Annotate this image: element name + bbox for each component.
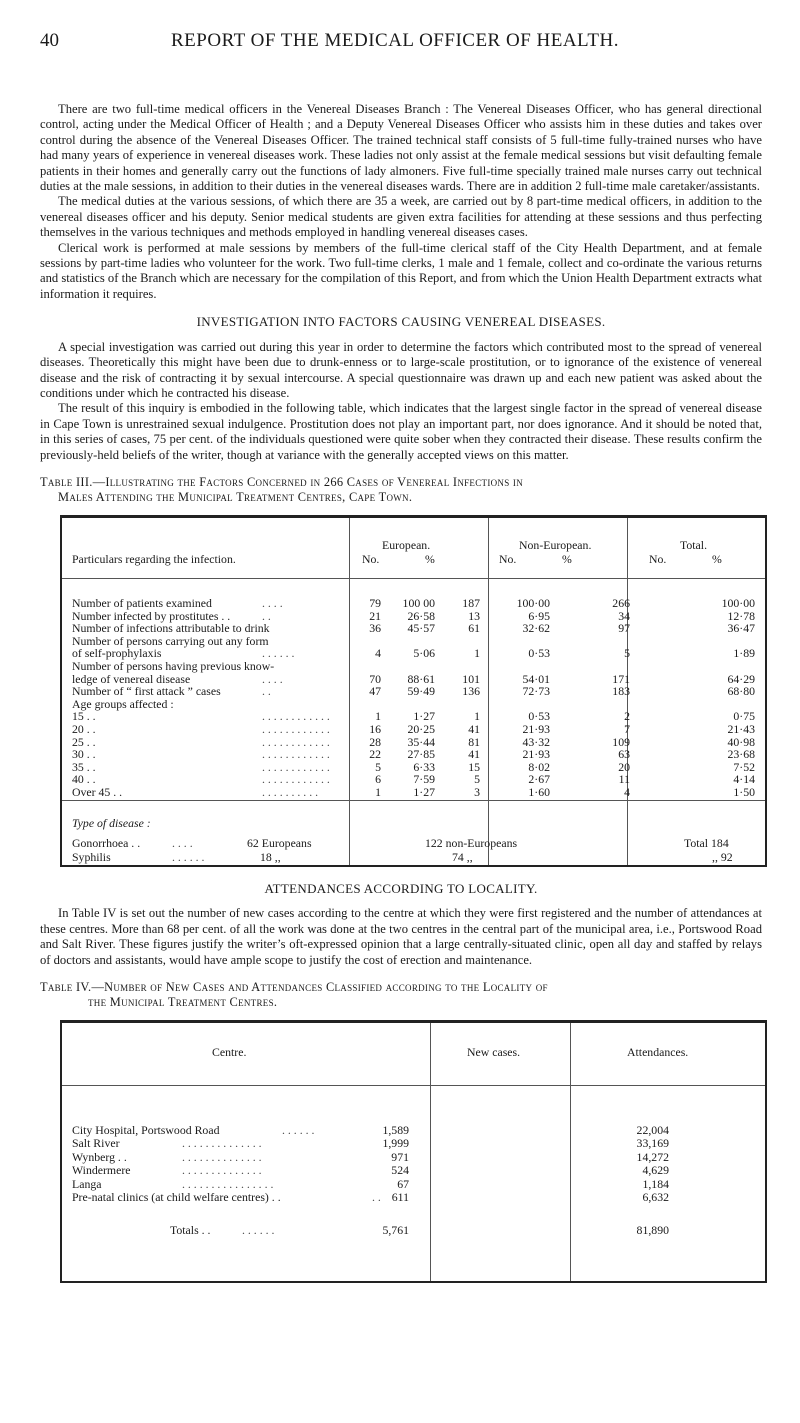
cell-e-no: 70 [369,671,381,686]
cell-attendances: 22,004 [636,1122,669,1137]
cell-e-pct: 45·57 [407,621,435,636]
row-label: Number of persons carrying out any form [72,633,269,648]
cell-t-pct: 40·98 [727,734,755,749]
cell-n-no: 5 [474,772,480,787]
disease-label: Syphilis [72,849,111,864]
cell-n-no: 136 [462,684,480,699]
paragraph: The medical duties at the various sessions, of which there are 35 a week, are carried out by 8 part-time medical officers, in addition to the venereal diseases officer and his deputy. Senior medical students are given extra facilities for attending at these sessions and thus perfecting themselves in the various techniques and methods employed in handling venereal diseases cases. [40,194,762,240]
leader-dots: . . . . [262,595,283,610]
sub-no-header: No. [649,551,667,566]
cell-t-no: 20 [618,759,630,774]
row-label: Number of patients examined [72,595,212,610]
group-total-header: Total. [680,537,708,552]
row-label: Number infected by prostitutes . . [72,608,231,623]
centre-name: Salt River [72,1136,120,1151]
cell-t-pct: 1·89 [733,646,755,661]
disease-label: Gonorrhoea . . [72,835,141,850]
table3-caption-line1: —Illustrating the Factors Concerned in 266 Cases of Venereal Infections in [92,474,524,489]
sub-pct-header: % [425,551,435,566]
leader-dots: . . . . . . . . . . . . [262,721,330,736]
cell-t-no: 109 [612,734,630,749]
leader-dots: . . . . [172,835,193,850]
cell-new-cases: 524 [391,1163,409,1178]
row-label: Number of “ first attack ” cases [72,684,221,699]
cell-e-no: 6 [375,772,381,787]
cell-n-no: 3 [474,784,480,799]
row-label: of self-prophylaxis [72,646,162,661]
leader-dots: . . . . . . . . . . . . [262,709,330,724]
cell-new-cases: 1,999 [382,1136,409,1151]
cell-n-pct: 21·93 [522,721,550,736]
header-divider [62,578,765,579]
cell-n-pct: 8·02 [528,759,550,774]
row-label: 30 . . [72,747,96,762]
cell-e-pct: 5·06 [413,646,435,661]
cell-e-no: 79 [369,595,381,610]
cell-e-no: 1 [375,709,381,724]
table-row [62,785,765,799]
col-attendances-header: Attendances. [627,1044,689,1059]
col-centre-header: Centre. [212,1044,247,1059]
cell-n-pct: 54·01 [522,671,550,686]
sub-pct-header: % [562,551,572,566]
row-label: 20 . . [72,721,96,736]
cell-e-pct: 1·27 [413,784,435,799]
body-divider [62,800,765,801]
cell-e-pct: 100 00 [402,595,435,610]
cell-n-pct: 1·60 [528,784,550,799]
table4 [60,1020,767,1283]
table3-caption-prefix: Table III. [40,474,93,489]
sub-no-header: No. [499,551,517,566]
paragraph: There are two full-time medical officers in the Venereal Diseases Branch : The Venereal Diseases Officer, who has general directional control, acting under the Medical Officer of Health ; and a Deputy Venereal Diseases Officer who assists him in these duties and takes over control during the absence of the Venereal Diseases Officer. The trained technical staff consists of 5 full-time fully-trained nurses who have had many years of experience in venereal diseases work. These ladies not only assist at the female medical sessions but visit defaulting female patients in their homes and generally carry out the functions of lady almoners. Five full-time specially trained male nurses carry out technical duties at the male sessions, in addition to their duties in the venereal diseases wards. There are in addition 2 full-time male caretaker/assistants. [40,102,762,194]
leader-dots: . . . . . . . . . . . . . . . . [182,1176,274,1191]
disease-total: ,, 92 [712,849,733,864]
disease-non-europeans: 74 ,, [452,849,473,864]
centre-name: City Hospital, Portswood Road [72,1122,220,1137]
group-non-european-header: Non-European. [519,537,592,552]
group-european-header: European. [382,537,431,552]
cell-e-pct: 6·33 [413,759,435,774]
totals-row [62,1223,765,1237]
row-label: 25 . . [72,734,96,749]
cell-t-pct: 100·00 [721,595,755,610]
cell-n-no: 101 [462,671,480,686]
cell-t-pct: 21·43 [727,721,755,736]
cell-n-no: 13 [468,608,480,623]
cell-t-pct: 1·50 [733,784,755,799]
cell-e-no: 36 [369,621,381,636]
leader-dots: . . . . . . . . . . . . [262,747,330,762]
col-particulars-header: Particulars regarding the infection. [72,551,236,566]
row-label: Number of persons having previous know- [72,658,275,673]
cell-n-no: 1 [474,646,480,661]
leader-dots: . . . . . . [282,1122,315,1137]
row-label: 15 . . [72,709,96,724]
running-title: REPORT OF THE MEDICAL OFFICER OF HEALTH. [171,30,619,51]
cell-e-pct: 35·44 [407,734,435,749]
disease-heading: Type of disease : [72,815,151,830]
table4-caption-line2: the Municipal Treatment Centres. [88,994,278,1009]
cell-n-pct: 0·53 [528,709,550,724]
row-label: 40 . . [72,772,96,787]
disease-total: Total 184 [684,835,729,850]
cell-e-pct: 26·58 [407,608,435,623]
cell-t-pct: 0·75 [733,709,755,724]
cell-t-no: 11 [618,772,630,787]
cell-attendances: 1,184 [642,1176,669,1191]
cell-t-pct: 23·68 [727,747,755,762]
table-row [62,1163,765,1177]
leader-dots: . . . . . . . . . . . . . . [182,1163,262,1178]
cell-t-no: 34 [618,608,630,623]
table-row [62,1190,765,1204]
cell-attendances: 6,632 [642,1189,669,1204]
cell-n-pct: 0·53 [528,646,550,661]
cell-n-no: 61 [468,621,480,636]
cell-t-no: 2 [624,709,630,724]
cell-t-no: 5 [624,646,630,661]
row-label: 35 . . [72,759,96,774]
header-divider [62,1085,765,1086]
cell-n-pct: 32·62 [522,621,550,636]
totals-new-cases: 5,761 [382,1222,409,1237]
table3-caption-line2: Males Attending the Municipal Treatment Centres, Cape Town. [58,489,413,504]
leader-dots: . . . . . . . . . . . . . . [182,1149,262,1164]
table-row [62,1150,765,1164]
cell-t-no: 171 [612,671,630,686]
cell-t-no: 63 [618,747,630,762]
leader-dots: . . [262,684,271,699]
cell-n-pct: 72·73 [522,684,550,699]
cell-t-no: 4 [624,784,630,799]
cell-t-pct: 36·47 [727,621,755,636]
cell-e-no: 47 [369,684,381,699]
leader-dots: . . . . . . [262,646,295,661]
cell-n-no: 41 [468,747,480,762]
paragraph: A special investigation was carried out during this year in order to determine the factors which contributed most to the spread of venereal diseases. Theoretically this might have been due to drunk-enness or to large-scale prostitution, or to ignorance of the existence of venereal disease and the risk of contracting it by sexual intercourse. A special questionnaire was drawn up and each new patient was asked about the conditions under which he contracted his disease. [40,339,762,400]
leader-dots: . . [262,608,271,623]
row-label: ledge of venereal disease [72,671,191,686]
cell-e-no: 4 [375,646,381,661]
cell-e-pct: 1·27 [413,709,435,724]
centre-name: Langa [72,1176,102,1191]
disease-row [62,850,765,864]
table4-caption [40,980,762,1010]
leader-dots: . . . . . . [242,1222,275,1237]
centre-name: Windermere [72,1163,131,1178]
cell-t-no: 7 [624,721,630,736]
disease-non-europeans: 122 non-Europeans [425,835,518,850]
cell-t-pct: 4·14 [733,772,755,787]
totals-attendances: 81,890 [636,1222,669,1237]
cell-t-no: 183 [612,684,630,699]
page-header [40,30,750,60]
table4-caption-line1: —Number of New Cases and Attendances Classified according to the Locality of [91,979,548,994]
paragraph: The result of this inquiry is embodied in the following table, which indicates that the largest single factor in the spread of venereal disease in Cape Town is unrestrained sexual indulgence. Prostitution does not play an important part, nor does ignorance. And it should be noted that, in this series of cases, 75 per cent. of the individuals questioned were quite sober when they contracted their disease. These results confirm the previously-held beliefs of the writer, though at variance with the generally accepted views on this matter. [40,401,762,462]
cell-n-pct: 2·67 [528,772,550,787]
table-row [62,1136,765,1150]
cell-attendances: 4,629 [642,1163,669,1178]
leader-dots: . . . . . . . . . . [262,784,319,799]
cell-e-no: 22 [369,747,381,762]
cell-n-no: 1 [474,709,480,724]
leader-dots: . . . . . . . . . . . . [262,772,330,787]
page-body [40,102,762,1283]
cell-t-pct: 7·52 [733,759,755,774]
cell-n-pct: 6·95 [528,608,550,623]
cell-n-pct: 100·00 [516,595,550,610]
leader-dots: . . . . . . . . . . . . [262,734,330,749]
disease-europeans: 62 Europeans [247,835,312,850]
cell-attendances: 14,272 [636,1149,669,1164]
disease-row [62,836,765,850]
cell-e-pct: 20·25 [407,721,435,736]
cell-e-no: 16 [369,721,381,736]
cell-t-no: 97 [618,621,630,636]
cell-e-pct: 59·49 [407,684,435,699]
sub-pct-header: % [712,551,722,566]
cell-t-pct: 68·80 [727,684,755,699]
section-heading-investigation: INVESTIGATION INTO FACTORS CAUSING VENEREAL DISEASES. [196,314,606,330]
leader-dots: . . [372,1189,381,1204]
cell-n-pct: 21·93 [522,747,550,762]
leader-dots: . . . . . . . . . . . . [262,759,330,774]
cell-n-no: 15 [468,759,480,774]
paragraph: In Table IV is set out the number of new cases according to the centre at which they were first registered and the number of attendances at these centres. More than 68 per cent. of all the work was done at the two centres in the central part of the municipal area, i.e., Portswood Road and Salt River. These figures justify the writer’s oft-expressed opinion that a large centrally-situated clinic, open all day and staffed by relays of doctors and assistants, would have ample scope to justify the cost of erection and maintenance. [40,906,762,967]
cell-n-no: 187 [462,595,480,610]
centre-name: Pre-natal clinics (at child welfare centres) . . [72,1189,281,1204]
leader-dots: . . . . [262,671,283,686]
cell-new-cases: 1,589 [382,1122,409,1137]
row-label: Number of infections attributable to drink [72,621,270,636]
row-label: Over 45 . . [72,784,123,799]
centre-name: Wynberg . . [72,1149,127,1164]
disease-europeans: 18 ,, [260,849,281,864]
table3 [60,515,767,867]
section-heading-attendances: ATTENDANCES ACCORDING TO LOCALITY. [264,880,538,896]
cell-t-pct: 64·29 [727,671,755,686]
cell-e-pct: 27·85 [407,747,435,762]
leader-dots: . . . . . . . . . . . . . . [182,1136,262,1151]
cell-e-no: 28 [369,734,381,749]
cell-e-no: 1 [375,784,381,799]
table-row [62,1177,765,1191]
cell-n-no: 41 [468,721,480,736]
table-row [62,1123,765,1137]
sub-no-header: No. [362,551,380,566]
cell-e-no: 5 [375,759,381,774]
paragraph: Clerical work is performed at male sessions by members of the full-time clerical staff of the City Health Department, and at female sessions by part-time ladies who volunteer for the work. Two full-time clerks, 1 male and 1 female, collect and co-ordinate the various returns and statistics of the Branch which are necessary for the compilation of this Report, and from which the Union Health Department extracts what information it requires. [40,240,762,301]
cell-new-cases: 611 [391,1189,409,1204]
row-label: Age groups affected : [72,696,174,711]
cell-n-no: 81 [468,734,480,749]
cell-new-cases: 971 [391,1149,409,1164]
col-new-cases-header: New cases. [467,1044,521,1059]
table3-caption [40,475,762,505]
leader-dots: . . . . . . [172,849,205,864]
cell-e-pct: 88·61 [407,671,435,686]
cell-attendances: 33,169 [636,1136,669,1151]
totals-label: Totals . . [170,1222,211,1237]
table4-caption-prefix: Table IV. [40,979,92,994]
cell-e-pct: 7·59 [413,772,435,787]
cell-t-no: 266 [612,595,630,610]
cell-e-no: 21 [369,608,381,623]
page-number: 40 [40,30,59,51]
cell-t-pct: 12·78 [727,608,755,623]
cell-new-cases: 67 [397,1176,409,1191]
cell-n-pct: 43·32 [522,734,550,749]
